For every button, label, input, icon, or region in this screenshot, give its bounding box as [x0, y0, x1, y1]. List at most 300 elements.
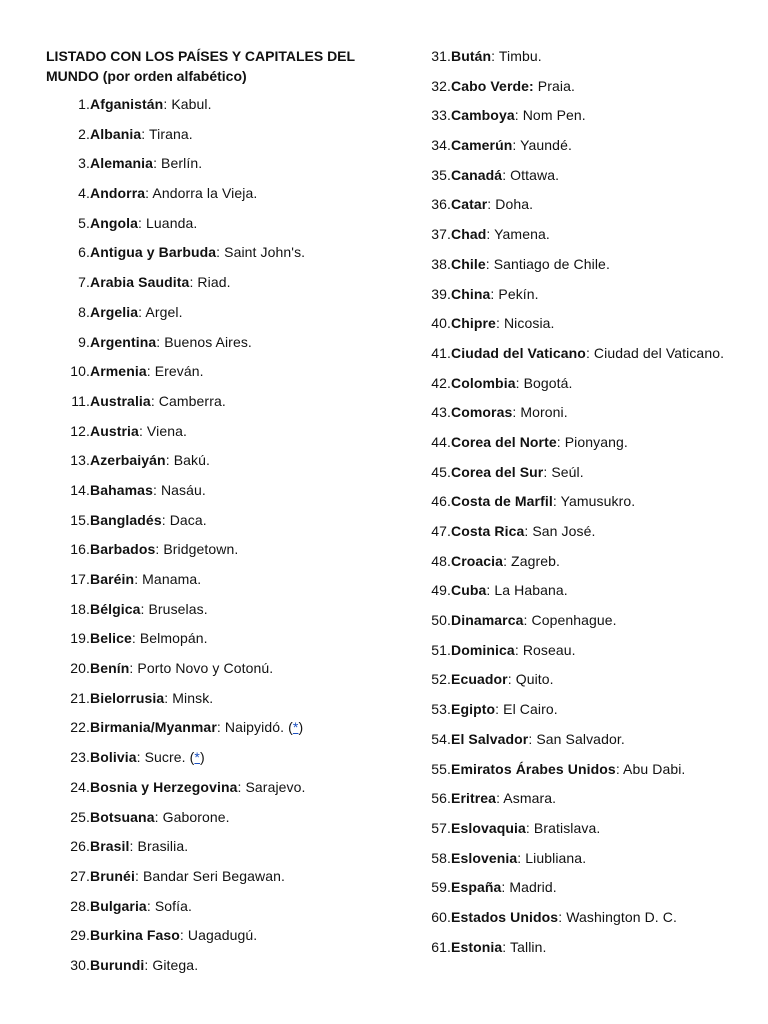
item-text: Botsuana: Gaborone. — [90, 808, 230, 825]
list-item — [46, 450, 386, 470]
list-item — [46, 539, 386, 559]
item-number: 21. — [70, 689, 90, 706]
country-name: Bangladés — [90, 511, 162, 528]
item-number: 59. — [431, 879, 451, 896]
capital-name: Bakú. — [173, 452, 210, 469]
list-item — [46, 925, 386, 945]
list-item — [46, 242, 386, 262]
item-number: 22. — [70, 719, 90, 736]
item-number: 38. — [431, 255, 451, 272]
item-number: 31. — [431, 48, 451, 64]
item-number: 49. — [431, 582, 451, 599]
list-item — [407, 224, 747, 244]
capital-name: Doha. — [495, 196, 534, 213]
country-name: España — [451, 879, 502, 896]
country-name: Albania — [90, 125, 142, 142]
capital-name: Santiago de Chile. — [493, 255, 610, 272]
item-text: Angola: Luanda. — [90, 214, 198, 231]
country-name: Brasil — [90, 838, 130, 855]
list-item — [407, 373, 747, 393]
country-name: Egipto — [451, 701, 496, 718]
list-item — [46, 807, 386, 827]
list-item — [407, 699, 747, 719]
item-number: 34. — [431, 137, 451, 154]
item-number: 20. — [70, 660, 90, 677]
country-name: Bielorrusia — [90, 689, 165, 706]
capital-name: Belmopán. — [139, 630, 208, 647]
item-text: Bután: Timbu. — [451, 48, 542, 64]
country-name: Azerbaiyán — [90, 452, 166, 469]
item-text: Albania: Tirana. — [90, 125, 193, 142]
capital-name: Andorra la Vieja. — [152, 185, 258, 202]
item-number: 47. — [431, 523, 451, 539]
item-number: 57. — [431, 819, 451, 836]
capital-name: Quito. — [515, 671, 554, 688]
capital-name: Naipyidó. ( — [224, 719, 293, 736]
item-number: 26. — [70, 838, 90, 855]
list-item — [46, 510, 386, 530]
list-item — [407, 788, 747, 808]
country-name: Armenia — [90, 363, 147, 380]
item-number: 4. — [78, 185, 90, 202]
item-number: 53. — [431, 701, 451, 718]
capital-name: Daca. — [169, 511, 207, 528]
capital-name: Nicosia. — [503, 315, 555, 332]
item-text: Alemania: Berlín. — [90, 155, 203, 172]
country-name: Belice — [90, 630, 132, 647]
item-text: Dominica: Roseau. — [451, 641, 576, 658]
capital-name: Luanda. — [146, 214, 198, 231]
list-item — [407, 759, 747, 779]
country-name: Corea del Sur — [451, 463, 544, 480]
item-text: Brunéi: Bandar Seri Begawan. — [90, 867, 286, 884]
list-item — [407, 284, 747, 304]
country-name: Cuba — [451, 582, 487, 599]
capital-name: Manama. — [142, 571, 202, 587]
item-text: Bolivia: Sucre. (*) — [90, 749, 205, 766]
item-text: Bangladés: Daca. — [90, 511, 207, 528]
item-number: 29. — [70, 927, 90, 944]
country-name: Cabo Verde: — [451, 77, 534, 94]
country-name: Arabia Saudita — [90, 274, 190, 291]
item-number: 46. — [431, 493, 451, 510]
item-text: Burundi: Gitega. — [90, 956, 199, 973]
item-text: Afganistán: Kabul. — [90, 96, 212, 112]
country-name: Benín — [90, 660, 130, 677]
list-item — [407, 521, 747, 541]
capital-name: Seúl. — [551, 463, 584, 480]
country-name: Eslovaquia — [451, 819, 526, 836]
list-item — [46, 153, 386, 173]
item-number: 8. — [78, 303, 90, 320]
capital-name: La Habana. — [494, 582, 568, 599]
item-text: Arabia Saudita: Riad. — [90, 274, 231, 291]
closing-paren: ) — [298, 719, 304, 736]
list-item — [407, 194, 747, 214]
country-name: Canadá — [451, 166, 503, 183]
list-item — [46, 599, 386, 619]
capital-name: Viena. — [146, 422, 187, 439]
item-number: 61. — [431, 938, 451, 955]
capital-name: Ciudad del Vaticano. — [593, 344, 725, 361]
item-number: 12. — [70, 422, 90, 439]
capital-name: Gaborone. — [162, 808, 230, 825]
capital-name: Uagadugú. — [187, 927, 258, 944]
item-number: 52. — [431, 671, 451, 688]
item-number: 10. — [70, 363, 90, 380]
country-name: Estonia — [451, 938, 503, 955]
country-name: Bosnia y Herzegovina — [90, 778, 238, 795]
capital-name: Gitega. — [152, 956, 199, 973]
item-number: 40. — [431, 315, 451, 332]
item-number: 24. — [70, 778, 90, 795]
item-text: Egipto: El Cairo. — [451, 701, 558, 718]
item-text: Croacia: Zagreb. — [451, 552, 560, 569]
item-text: Antigua y Barbuda: Saint John's. — [90, 244, 306, 261]
item-number: 50. — [431, 612, 451, 629]
item-number: 17. — [70, 571, 90, 587]
item-text: Ecuador: Quito. — [451, 671, 554, 688]
list-item — [407, 580, 747, 600]
capital-name: Ereván. — [154, 363, 204, 380]
list-item — [46, 628, 386, 648]
item-text: Belice: Belmopán. — [90, 630, 208, 647]
country-name: Dinamarca — [451, 612, 524, 629]
country-name: Burkina Faso — [90, 927, 180, 944]
capital-name: San José. — [532, 523, 596, 539]
item-text: China: Pekín. — [451, 285, 539, 302]
footnote-link[interactable]: * — [292, 719, 299, 736]
country-name: Bulgaria — [90, 897, 147, 914]
country-name: Chad — [451, 226, 487, 243]
item-text: Argentina: Buenos Aires. — [90, 333, 252, 350]
capital-name: Pionyang. — [564, 433, 628, 450]
country-name: Afganistán — [90, 96, 164, 112]
list-item — [407, 937, 747, 957]
country-name: Emiratos Árabes Unidos — [451, 760, 616, 777]
item-number: 35. — [431, 166, 451, 183]
item-number: 51. — [431, 641, 451, 658]
country-name: Dominica — [451, 641, 515, 658]
list-item — [407, 877, 747, 897]
list-item — [407, 551, 747, 571]
country-name: Colombia — [451, 374, 516, 391]
capital-name: Washington D. C. — [566, 908, 677, 925]
list-item — [407, 313, 747, 333]
item-number: 42. — [431, 374, 451, 391]
item-number: 41. — [431, 344, 451, 361]
item-text: Eslovenia: Liubliana. — [451, 849, 587, 866]
list-item — [407, 165, 747, 185]
item-number: 5. — [78, 214, 90, 231]
country-name: Brunéi — [90, 867, 135, 884]
item-text: Bélgica: Bruselas. — [90, 600, 208, 617]
item-number: 16. — [70, 541, 90, 558]
item-text: Baréin: Manama. — [90, 571, 202, 587]
page-title: LISTADO CON LOS PAÍSES Y CAPITALES DEL MUNDO (por orden alfabético) — [46, 48, 355, 84]
country-name: China — [451, 285, 491, 302]
item-number: 25. — [70, 808, 90, 825]
country-name: Alemania — [90, 155, 154, 172]
list-item — [407, 402, 747, 422]
list-item — [46, 955, 386, 975]
capital-name: Asmara. — [503, 790, 557, 807]
capital-name: Tallin. — [510, 938, 547, 955]
list-item — [407, 491, 747, 511]
item-text: Costa de Marfil: Yamusukro. — [451, 493, 636, 510]
item-number: 30. — [70, 956, 90, 973]
capital-name: Yamusukro. — [560, 493, 636, 510]
country-name: Chipre — [451, 315, 496, 332]
item-text: Eslovaquia: Bratislava. — [451, 819, 601, 836]
item-number: 48. — [431, 552, 451, 569]
item-number: 27. — [70, 867, 90, 884]
country-list-right — [407, 46, 747, 966]
list-item — [407, 640, 747, 660]
list-item — [46, 836, 386, 856]
item-number: 43. — [431, 404, 451, 421]
item-text: Comoras: Moroni. — [451, 404, 568, 421]
item-text: Austria: Viena. — [90, 422, 187, 439]
country-name: El Salvador — [451, 730, 529, 747]
list-item — [46, 361, 386, 381]
list-item — [407, 46, 747, 66]
country-list-left — [46, 94, 386, 985]
item-text: Birmania/Myanmar: Naipyidó. (*) — [90, 719, 304, 736]
list-item — [407, 848, 747, 868]
capital-name: Praia. — [533, 77, 575, 94]
item-text: Australia: Camberra. — [90, 392, 226, 409]
list-item — [46, 213, 386, 233]
list-item — [407, 818, 747, 838]
capital-name: El Cairo. — [503, 701, 558, 718]
item-text: Cuba: La Habana. — [451, 582, 568, 599]
item-number: 32. — [431, 77, 451, 94]
capital-name: Zagreb. — [511, 552, 560, 569]
item-text: Corea del Norte: Pionyang. — [451, 433, 628, 450]
item-text: Camerún: Yaundé. — [451, 137, 572, 154]
country-name: Antigua y Barbuda — [90, 244, 217, 261]
item-number: 19. — [70, 630, 90, 647]
capital-name: San Salvador. — [536, 730, 625, 747]
capital-name: Roseau. — [522, 641, 576, 658]
item-number: 60. — [431, 908, 451, 925]
item-text: Armenia: Ereván. — [90, 363, 204, 380]
item-text: Corea del Sur: Seúl. — [451, 463, 584, 480]
list-item — [46, 332, 386, 352]
item-number: 2. — [78, 125, 90, 142]
capital-name: Kabul. — [171, 96, 212, 112]
country-name: Bolivia — [90, 749, 137, 766]
item-text: Emiratos Árabes Unidos: Abu Dabi. — [451, 760, 686, 777]
item-number: 37. — [431, 226, 451, 243]
item-number: 18. — [70, 600, 90, 617]
country-name: Croacia — [451, 552, 504, 569]
item-text: Bosnia y Herzegovina: Sarajevo. — [90, 778, 306, 795]
country-name: Camboya — [451, 107, 515, 124]
item-text: Canadá: Ottawa. — [451, 166, 560, 183]
item-number: 45. — [431, 463, 451, 480]
country-name: Burundi — [90, 956, 145, 973]
capital-name: Bandar Seri Begawan. — [142, 867, 286, 884]
country-name: Eritrea — [451, 790, 497, 807]
country-name: Birmania/Myanmar — [90, 719, 217, 736]
item-text: Azerbaiyán: Bakú. — [90, 452, 210, 469]
item-text: El Salvador: San Salvador. — [451, 730, 625, 747]
capital-name: Brasilia. — [137, 838, 189, 855]
capital-name: Berlín. — [161, 155, 203, 172]
item-number: 7. — [78, 274, 90, 291]
country-name: Argelia — [90, 303, 139, 320]
list-item — [46, 421, 386, 441]
item-number: 28. — [70, 897, 90, 914]
item-text: Brasil: Brasilia. — [90, 838, 189, 855]
capital-name: Buenos Aires. — [164, 333, 252, 350]
list-item — [407, 432, 747, 452]
capital-name: Copenhague. — [531, 612, 617, 629]
item-number: 1. — [78, 96, 90, 112]
country-name: Barbados — [90, 541, 156, 558]
capital-name: Madrid. — [509, 879, 557, 896]
country-name: Ciudad del Vaticano — [451, 344, 586, 361]
list-item — [407, 462, 747, 482]
country-name: Andorra — [90, 185, 146, 202]
capital-name: Camberra. — [158, 392, 226, 409]
capital-name: Sarajevo. — [245, 778, 306, 795]
item-number: 44. — [431, 433, 451, 450]
capital-name: Ottawa. — [510, 166, 560, 183]
capital-name: Yaundé. — [520, 137, 572, 154]
country-name: Argentina — [90, 333, 157, 350]
country-name: Estados Unidos — [451, 908, 559, 925]
item-number: 36. — [431, 196, 451, 213]
country-name: Corea del Norte — [451, 433, 557, 450]
list-item — [46, 717, 386, 737]
capital-name: Liubliana. — [525, 849, 587, 866]
capital-name: Nom Pen. — [522, 107, 586, 124]
item-text: Estonia: Tallin. — [451, 938, 547, 955]
item-text: Andorra: Andorra la Vieja. — [90, 185, 258, 202]
list-item — [407, 76, 747, 96]
list-item — [407, 135, 747, 155]
country-name: Bahamas — [90, 481, 153, 498]
list-item — [46, 569, 386, 589]
country-name: Camerún — [451, 137, 513, 154]
list-item — [407, 610, 747, 630]
capital-name: Timbu. — [498, 48, 542, 64]
list-item — [407, 669, 747, 689]
item-text: Argelia: Argel. — [90, 303, 183, 320]
item-text: Costa Rica: San José. — [451, 523, 596, 539]
item-number: 14. — [70, 481, 90, 498]
list-item — [46, 658, 386, 678]
item-number: 54. — [431, 730, 451, 747]
capital-name: Abu Dabi. — [623, 760, 686, 777]
item-number: 13. — [70, 452, 90, 469]
list-item — [46, 302, 386, 322]
country-name: Angola — [90, 214, 139, 231]
footnote-link[interactable]: * — [194, 749, 200, 766]
country-name: Bután — [451, 48, 492, 64]
capital-name: Riad. — [197, 274, 231, 291]
item-text: Benín: Porto Novo y Cotonú. — [90, 660, 274, 677]
capital-name: Moroni. — [520, 404, 568, 421]
item-text — [451, 76, 747, 96]
item-number: 23. — [70, 749, 90, 766]
item-text: España: Madrid. — [451, 879, 557, 896]
item-text: Bahamas: Nasáu. — [90, 481, 206, 498]
item-text: Barbados: Bridgetown. — [90, 541, 239, 558]
list-item — [407, 254, 747, 274]
capital-name: Yamena. — [494, 226, 550, 243]
item-text: Camboya: Nom Pen. — [451, 107, 586, 124]
item-number: 9. — [78, 333, 90, 350]
capital-name: Argel. — [145, 303, 183, 320]
item-number: 39. — [431, 285, 451, 302]
item-text: Colombia: Bogotá. — [451, 374, 573, 391]
country-name: Comoras — [451, 404, 513, 421]
capital-name: Bridgetown. — [163, 541, 239, 558]
country-name: Australia — [90, 392, 151, 409]
country-name: Eslovenia — [451, 849, 518, 866]
capital-name: Saint John's. — [224, 244, 306, 261]
capital-name: Pekín. — [498, 285, 539, 302]
list-item — [46, 747, 386, 767]
list-item — [46, 480, 386, 500]
item-text: Chipre: Nicosia. — [451, 315, 555, 332]
item-text: Bielorrusia: Minsk. — [90, 689, 214, 706]
list-item — [46, 183, 386, 203]
list-item — [46, 688, 386, 708]
capital-name: Tirana. — [149, 125, 193, 142]
country-name: Chile — [451, 255, 486, 272]
list-item — [46, 391, 386, 411]
capital-name: Sucre. ( — [144, 749, 195, 766]
list-item — [407, 729, 747, 749]
item-number: 56. — [431, 790, 451, 807]
list-item — [407, 343, 747, 363]
list-item — [407, 907, 747, 927]
item-number: 33. — [431, 107, 451, 124]
item-text: Eritrea: Asmara. — [451, 790, 557, 807]
item-number: 58. — [431, 849, 451, 866]
country-name: Costa Rica — [451, 523, 525, 539]
capital-name: Nasáu. — [160, 481, 206, 498]
country-name: Baréin — [90, 571, 135, 587]
country-name: Botsuana — [90, 808, 155, 825]
item-text: Ciudad del Vaticano: Ciudad del Vaticano. — [451, 344, 725, 361]
item-number: 11. — [71, 392, 90, 409]
list-item — [46, 777, 386, 797]
closing-paren: ) — [199, 749, 205, 766]
country-name: Costa de Marfil — [451, 493, 553, 510]
capital-name: Bratislava. — [533, 819, 601, 836]
capital-name: Bruselas. — [148, 600, 208, 617]
item-number: 3. — [78, 155, 90, 172]
item-text: Bulgaria: Sofía. — [90, 897, 192, 914]
item-number: 6. — [78, 244, 90, 261]
item-text: Burkina Faso: Uagadugú. — [90, 927, 258, 944]
list-item — [46, 272, 386, 292]
country-name: Catar — [451, 196, 488, 213]
item-text: Estados Unidos: Washington D. C. — [451, 908, 677, 925]
country-name: Bélgica — [90, 600, 141, 617]
list-item — [46, 124, 386, 144]
country-name: Ecuador — [451, 671, 508, 688]
list-item — [46, 866, 386, 886]
item-text: Catar: Doha. — [451, 196, 534, 213]
item-text: Chile: Santiago de Chile. — [451, 255, 610, 272]
